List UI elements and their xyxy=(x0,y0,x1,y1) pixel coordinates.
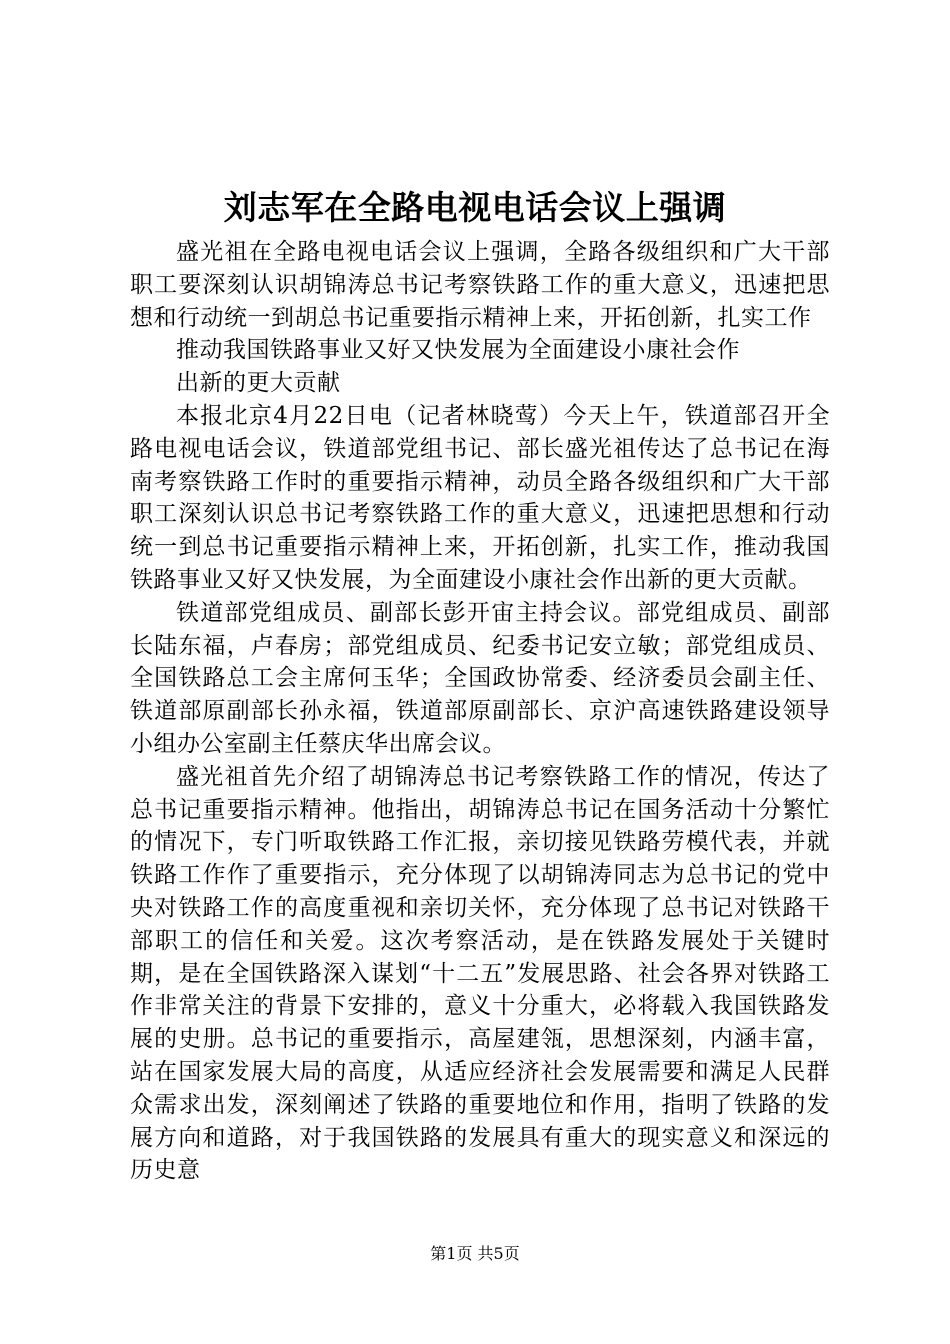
subtitle-line-1: 推动我国铁路事业又好又快发展为全面建设小康社会作 xyxy=(176,337,740,364)
document-title: 刘志军在全路电视电话会议上强调 xyxy=(223,188,727,227)
attendees-paragraph: 铁道部党组成员、副部长彭开宙主持会议。部党组成员、副部长陆东福，卢春房；部党组成员、纪委书记安立敏；部党组成员、全国铁路总工会主席何玉华；全国政协常委、经济委员会副主任、铁道部原副部长孙永福，铁道部原副部长、京沪高速铁路建设领导小组办公室副主任蔡庆华出席会议。 xyxy=(130,599,830,757)
speech-paragraph: 盛光祖首先介绍了胡锦涛总书记考察铁路工作的情况，传达了总书记重要指示精神。他指出，胡锦涛总书记在国务活动十分繁忙的情况下，专门听取铁路工作汇报，亲切接见铁路劳模代表，并就铁路工作作了重要指示，充分体现了以胡锦涛同志为总书记的党中央对铁路工作的高度重视和亲切关怀，充分体现了总书记对铁路干部职工的信任和关爱。这次考察活动，是在铁路发展处于关键时期，是在全国铁路深入谋划“十二五”发展思路、社会各界对铁路工作非常关注的背景下安排的，意义十分重大，必将载入我国铁路发展的史册。总书记的重要指示，高屋建瓴，思想深刻，内涵丰富，站在国家发展大局的高度，从适应经济社会发展需要和满足人民群众需求出发，深刻阐述了铁路的重要地位和作用，指明了铁路的发展方向和道路，对于我国铁路的发展具有重大的现实意义和深远的历史意 xyxy=(130,763,830,1184)
page-number: 第1页 共5页 xyxy=(430,1244,520,1263)
intro-paragraph: 盛光祖在全路电视电话会议上强调，全路各级组织和广大干部职工要深刻认识胡锦涛总书记考察铁路工作的重大意义，迅速把思想和行动统一到胡总书记重要指示精神上来，开拓创新，扎实工作 xyxy=(130,239,830,331)
subtitle xyxy=(130,334,830,400)
news-paragraph: 本报北京4月22日电（记者林晓莺）今天上午，铁道部召开全路电视电话会议，铁道部党组书记、部长盛光祖传达了总书记在海南考察铁路工作时的重要指示精神，动员全路各级组织和广大干部职工深刻认识总书记考察铁路工作的重大意义，迅速把思想和行动统一到总书记重要指示精神上来，开拓创新，扎实工作，推动我国铁路事业又好又快发展，为全面建设小康社会作出新的更大贡献。 xyxy=(130,402,830,593)
document-body xyxy=(130,236,830,1187)
subtitle-line-2: 出新的更大贡献 xyxy=(176,370,341,397)
